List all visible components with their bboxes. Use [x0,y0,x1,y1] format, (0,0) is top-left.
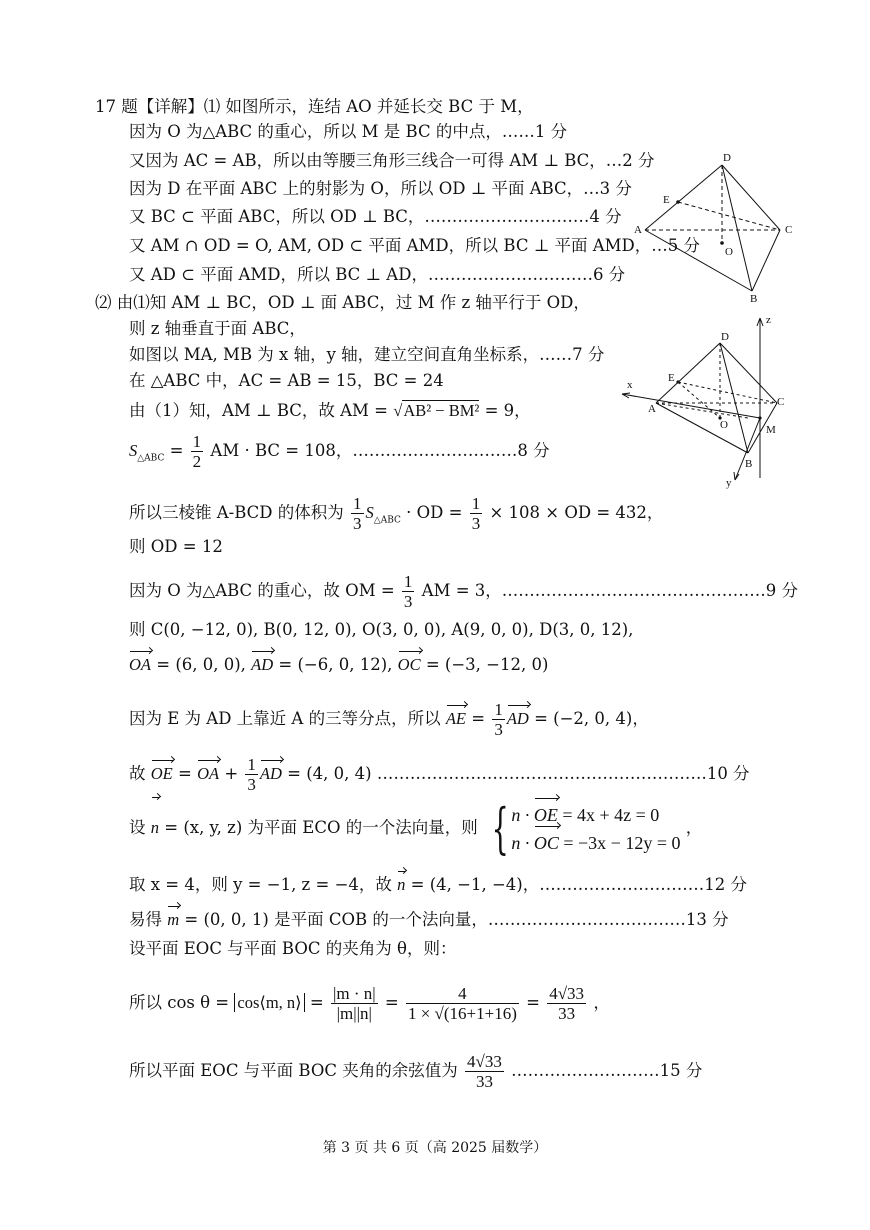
fraction-third: $\frac{1}{3}$ [247,755,256,794]
fig1-label: E [663,194,670,206]
line-24: 设平面 EOC 与平面 BOC 的夹角为 θ，则： [129,939,457,958]
tetrahedron-figure [630,148,800,308]
line-8: ⑵ 由⑴知 AM ⊥ BC，OD ⊥ 面 ABC，过 M 作 z 轴平行于 OD， [95,293,590,312]
fig2-label: x [627,379,633,391]
page-footer: 第 3 页 共 6 页（高 2025 届数学） [322,1140,548,1156]
line-22: 取 x = 4，则 y = −1, z = −4，故 n = (4, −1, −4)，…………………………12 分 [129,875,747,894]
fig2-label: A [648,403,656,415]
line-4: 因为 D 在平面 ABC 上的射影为 O，所以 OD ⊥ 平面 ABC，…3 分 [129,179,632,198]
line-15: 则 OD = 12 [129,537,223,556]
line-18: OA = (6, 0, 0), AD = (−6, 0, 12), OC = (−3, −12, 0) [129,655,549,674]
line-13: $S_{\triangle ABC}$ = $\frac{1}{2}$ AM · BC = 108，…………………………8 分 [129,432,550,471]
equation-system: n · OE = 4x + 4z = 0 n · OC = −3x − 12y = 0 [511,801,680,857]
line-23: 易得 m = (0, 0, 1) 是平面 COB 的一个法向量，………………………………13 分 [129,910,729,929]
fig1-label: O [725,246,733,258]
fig1-label: B [750,293,758,305]
line-17: 则 C(0, −12, 0), B(0, 12, 0), O(3, 0, 0), A(9, 0, 0), D(3, 0, 12), [129,620,634,639]
line-12: 由（1）知，AM ⊥ BC，故 AM = √AB² − BM² = 9， [129,401,531,420]
fraction-third: $\frac{1}{3}$ [403,572,413,611]
line-2: 因为 O 为△ABC 的重心，所以 M 是 BC 的中点，……1 分 [129,122,568,141]
fig2-label: M [766,424,776,436]
sqrt-expression: AB² − BM² [403,401,480,420]
fig2-label: C [777,396,785,408]
line-26: 所以平面 EOC 与平面 BOC 夹角的余弦值为 $\frac{4√33}{33}$ ………………………15 分 [129,1052,703,1091]
line-5: 又 BC ⊂ 平面 ABC，所以 OD ⊥ BC，…………………………4 分 [129,207,622,226]
line-7: 又 AD ⊂ 平面 AMD，所以 BC ⊥ AD，…………………………6 分 [129,265,626,284]
fig2-label: E [668,372,675,384]
line-25: 所以 cos θ = cos⟨m, n⟩ = $\frac{|m \cdot n|}{|m||n|}$ = $\frac{4}{1 \times √(16+1+16)}$ = $\frac{4√33}{33}$ ， [129,984,610,1023]
line-16: 因为 O 为△ABC 的重心，故 OM = $\frac{1}{3}$ AM = 3，…………………………………………9 分 [129,572,799,611]
fraction-third: $\frac{1}{3}$ [471,494,481,533]
fig2-label: O [720,419,728,431]
line-21: 设 n = (x, y, z) 为平面 ECO 的一个法向量，则 { n · OE = 4x + 4z = 0 n · OC = −3x − 12y = 0 ， [129,796,703,860]
line-14: 所以三棱锥 A-BCD 的体积为 $\frac{1}{3}$ $S_{\triangle ABC}$ · OD = $\frac{1}{3}$ × 108 × OD = 432， [129,494,664,533]
fraction-answer: $\frac{4√33}{33}$ [467,1052,502,1091]
fig1-label: A [634,224,642,236]
fraction-cos-result: $\frac{4√33}{33}$ [549,984,585,1023]
line-1: 17 题【详解】⑴ 如图所示，连结 AO 并延长交 BC 于 M， [95,97,534,116]
fig1-label: C [785,224,793,236]
fraction-half: $\frac{1}{2}$ [192,432,202,471]
fraction-cos-calc: $\frac{4}{1 \times √(16+1+16)}$ [407,984,517,1023]
line-6: 又 AM ∩ OD = O, AM, OD ⊂ 平面 AMD，所以 BC ⊥ 平面 AMD，…5 分 [129,236,700,255]
fig1-label: D [723,152,731,164]
fraction-third: $\frac{1}{3}$ [494,700,503,739]
line-19: 因为 E 为 AD 上靠近 A 的三等分点，所以 AE = $\frac{1}{3}$ AD = (−2, 0, 4)， [129,700,649,739]
coordinate-figure [620,308,790,493]
fraction-third: $\frac{1}{3}$ [353,494,362,533]
line-11: 在 △ABC 中，AC = AB = 15，BC = 24 [129,371,444,390]
line-20: 故 OE = OA + $\frac{1}{3}$ AD = (4, 0, 4) ……………………………………………………10 分 [129,755,750,794]
fig2-label: y [726,477,732,489]
fig2-label: D [721,331,729,343]
fraction-cos-def: $\frac{|m \cdot n|}{|m||n|}$ [332,984,376,1023]
fig2-label: z [766,314,771,326]
fig2-label: B [745,458,753,470]
line-3: 又因为 AC = AB，所以由等腰三角形三线合一可得 AM ⊥ BC，…2 分 [129,151,655,170]
line-9: 则 z 轴垂直于面 ABC， [129,319,306,338]
line-10: 如图以 MA, MB 为 x 轴，y 轴，建立空间直角坐标系，……7 分 [129,345,605,364]
